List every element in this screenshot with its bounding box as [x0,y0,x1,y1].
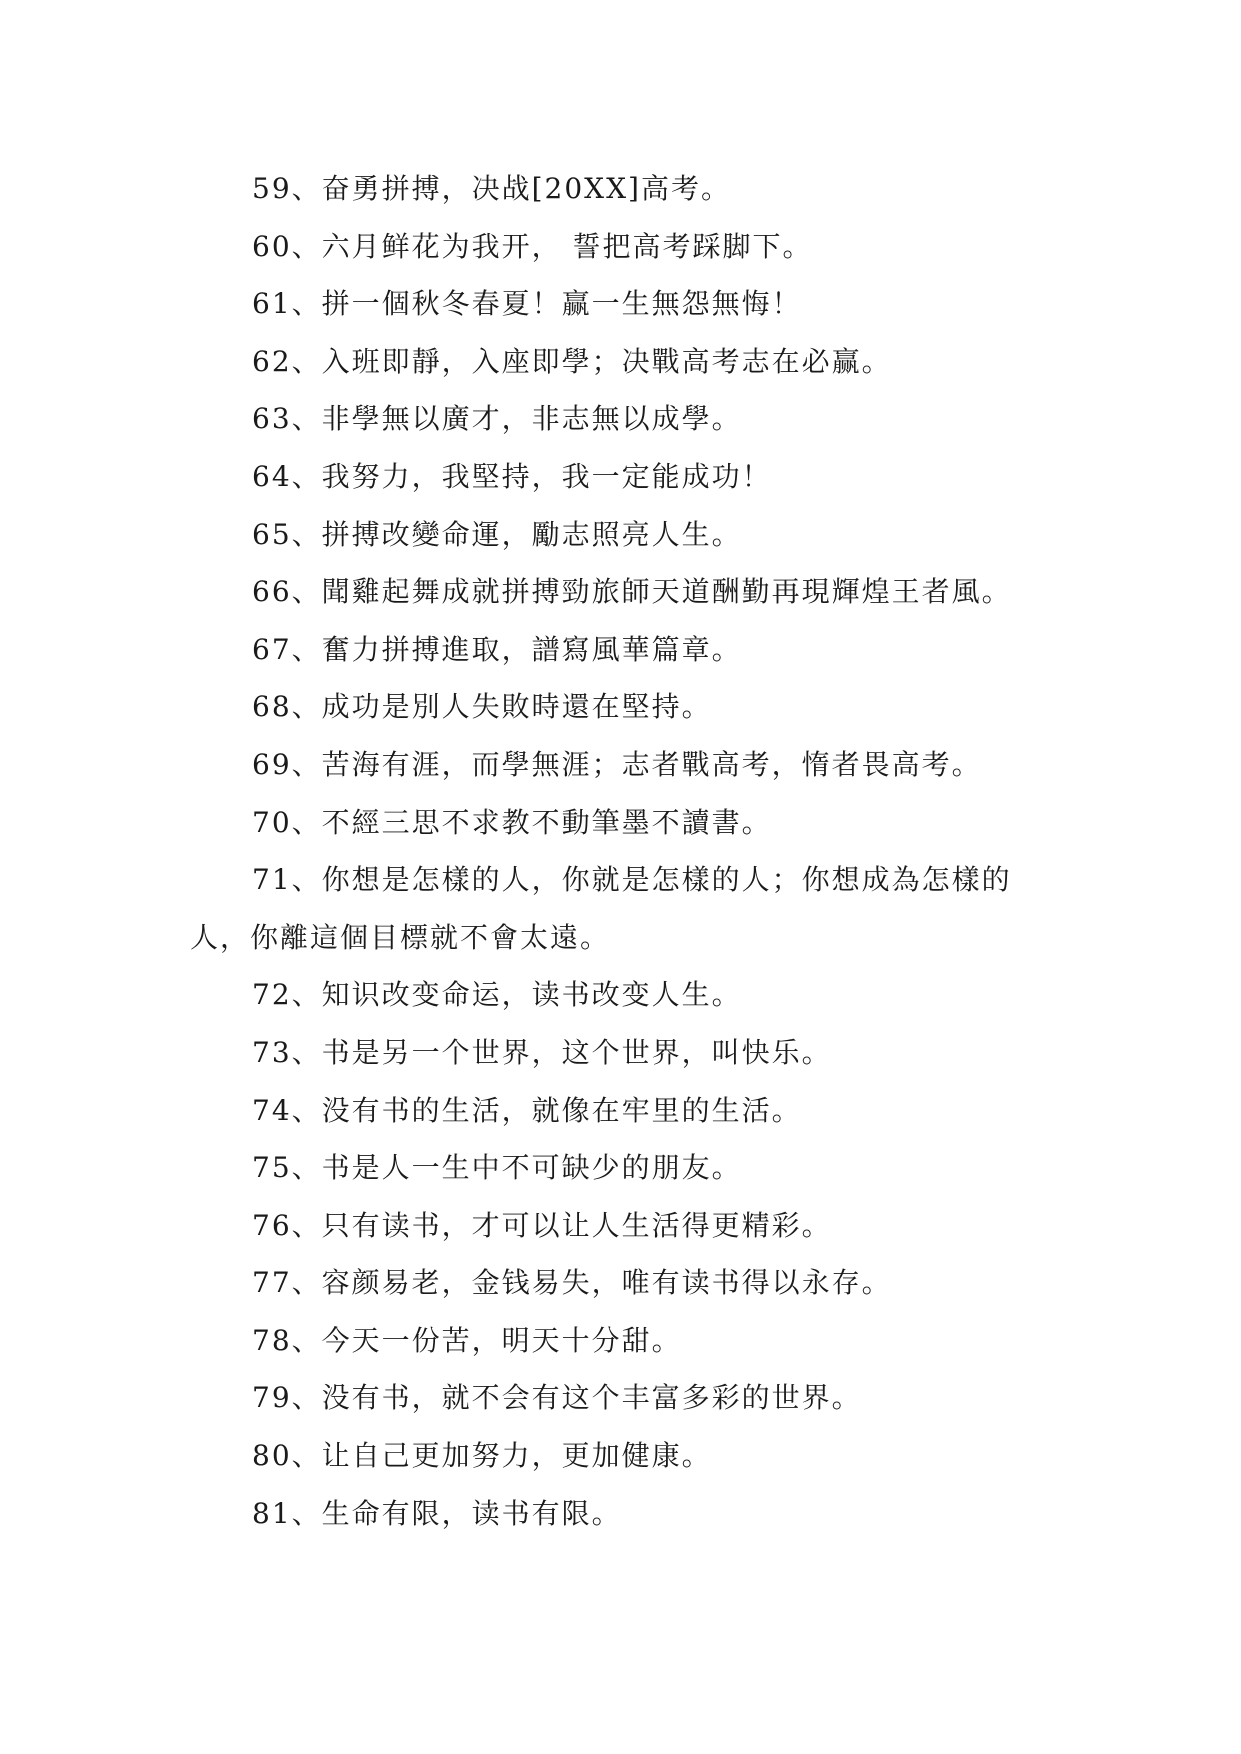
slogan-line: 79、没有书，就不会有这个丰富多彩的世界。 [252,1381,862,1415]
slogan-line: 71、你想是怎樣的人，你就是怎樣的人；你想成為怎樣的人，你離這個目標就不會太遠。 [190,863,1012,954]
slogan-line: 64、我努力，我堅持，我一定能成功！ [252,459,772,493]
slogan-line: 68、成功是別人失敗時還在堅持。 [252,690,712,724]
slogan-line: 70、不經三思不求教不動筆墨不讀書。 [252,805,772,839]
slogan-line: 61、拼一個秋冬春夏！赢一生無怨無悔！ [252,287,802,321]
slogan-line: 78、今天一份苦，明天十分甜。 [252,1323,682,1357]
slogan-line: 63、非學無以廣才，非志無以成學。 [252,402,742,436]
slogan-line: 77、容颜易老，金钱易失，唯有读书得以永存。 [252,1266,892,1300]
slogan-line: 72、知识改变命运，读书改变人生。 [252,978,742,1012]
slogan-line: 74、没有书的生活，就像在牢里的生活。 [252,1093,802,1127]
slogan-line: 76、只有读书，才可以让人生活得更精彩。 [252,1208,832,1242]
slogan-line: 67、奮力拼搏進取，譜寫風華篇章。 [252,632,742,666]
slogan-line: 60、六月鲜花为我开， 誓把高考踩脚下。 [252,229,813,263]
slogan-line: 65、拼搏改變命運，勵志照亮人生。 [252,517,742,551]
slogan-list [190,160,1070,1542]
slogan-line: 73、书是另一个世界，这个世界，叫快乐。 [252,1035,832,1069]
slogan-line: 75、书是人一生中不可缺少的朋友。 [252,1151,742,1185]
slogan-line: 69、苦海有涯，而學無涯；志者戰高考，惰者畏高考。 [252,747,982,781]
slogan-line: 80、让自己更加努力，更加健康。 [252,1439,712,1473]
slogan-line: 81、生命有限，读书有限。 [252,1496,622,1530]
slogan-line: 66、聞雞起舞成就拼搏勁旅師天道酬勤再現輝煌王者風。 [252,575,1012,609]
slogan-line: 59、奋勇拼搏，决战[20XX]高考。 [252,172,731,205]
slogan-line: 62、入班即靜，入座即學；决戰高考志在必赢。 [252,344,892,378]
